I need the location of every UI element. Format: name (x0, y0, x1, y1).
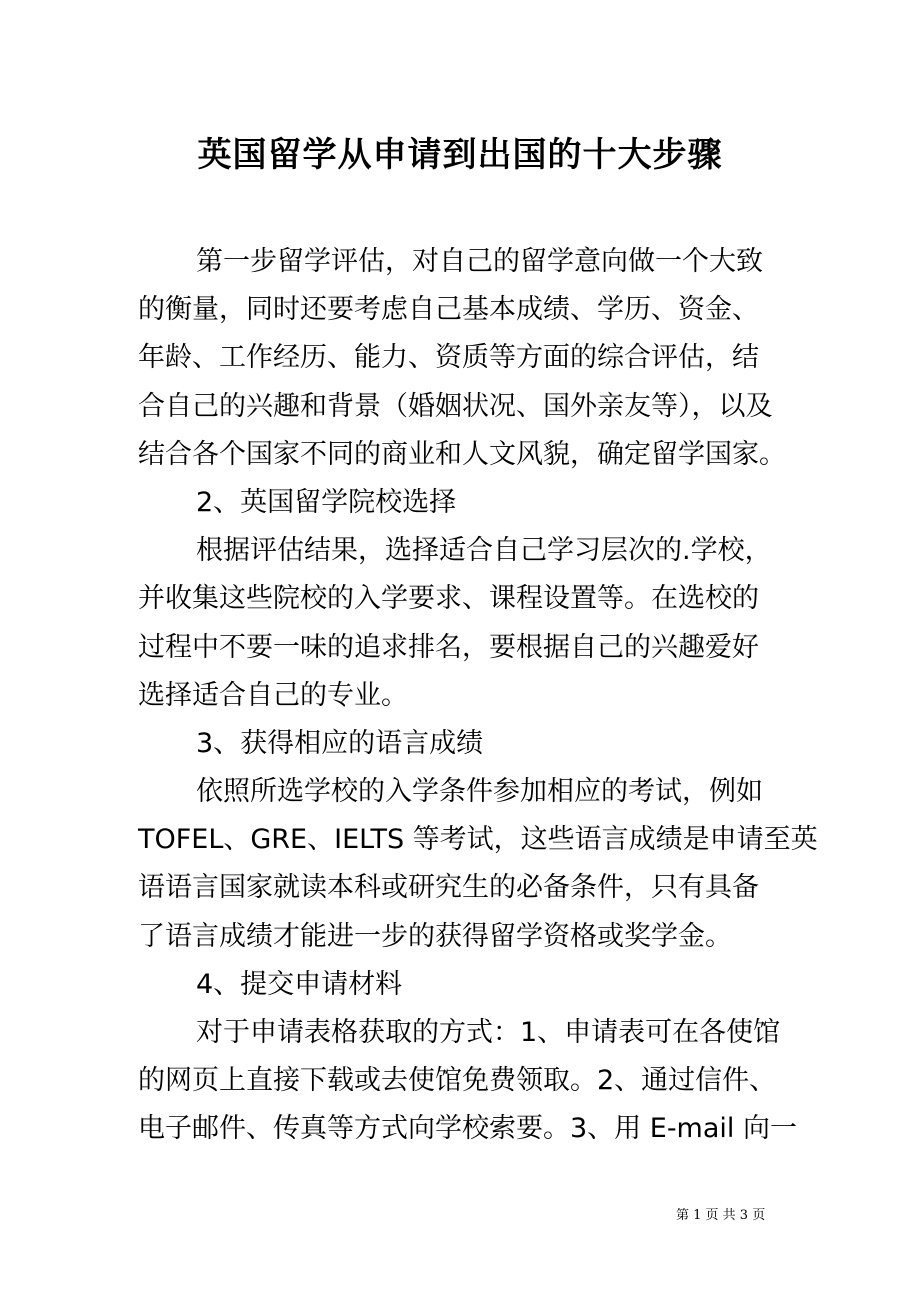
paragraph-line: 的衡量，同时还要考虑自己基本成绩、学历、资金、 (138, 294, 759, 326)
paragraph-line: 年龄、工作经历、能力、资质等方面的综合评估，结 (138, 342, 759, 374)
paragraph-line: 了语言成绩才能进一步的获得留学资格或奖学金。 (138, 920, 732, 952)
paragraph-line: 对于申请表格获取的方式：1、申请表可在各使馆 (196, 1017, 781, 1048)
document-body (138, 238, 818, 1154)
section-heading: 4、提交申请材料 (196, 968, 403, 1000)
paragraph-line: 结合各个国家不同的商业和人文风貌，确定留学国家。 (138, 438, 786, 470)
paragraph-line: 并收集这些院校的入学要求、课程设置等。在选校的 (138, 583, 759, 615)
page-number: 第 1 页 共 3 页 (676, 1208, 766, 1223)
paragraph-line: 合自己的兴趣和背景（婚姻状况、国外亲友等），以及 (138, 390, 773, 422)
section-heading: 3、获得相应的语言成绩 (196, 727, 484, 759)
paragraph-line: 选择适合自己的专业。 (138, 679, 408, 711)
paragraph-line: 依照所选学校的入学条件参加相应的考试，例如 (196, 776, 763, 808)
section-heading: 2、英国留学院校选择 (196, 486, 457, 518)
paragraph-line: 过程中不要一味的追求排名，要根据自己的兴趣爱好 (138, 631, 759, 663)
paragraph-line: 电子邮件、传真等方式向学校索要。3、用 E-mail 向一 (138, 1113, 797, 1145)
document-title: 英国留学从申请到出国的十大步骤 (197, 135, 723, 175)
paragraph-line: TOFEL、GRE、IELTS 等考试，这些语言成绩是申请至英 (138, 824, 818, 856)
paragraph-line: 第一步留学评估，对自己的留学意向做一个大致 (196, 246, 763, 277)
paragraph-line: 语语言国家就读本科或研究生的必备条件，只有具备 (138, 872, 759, 904)
paragraph-line: 根据评估结果，选择适合自己学习层次的.学校， (196, 535, 772, 567)
paragraph-line: 的网页上直接下载或去使馆免费领取。2、通过信件、 (138, 1065, 777, 1097)
